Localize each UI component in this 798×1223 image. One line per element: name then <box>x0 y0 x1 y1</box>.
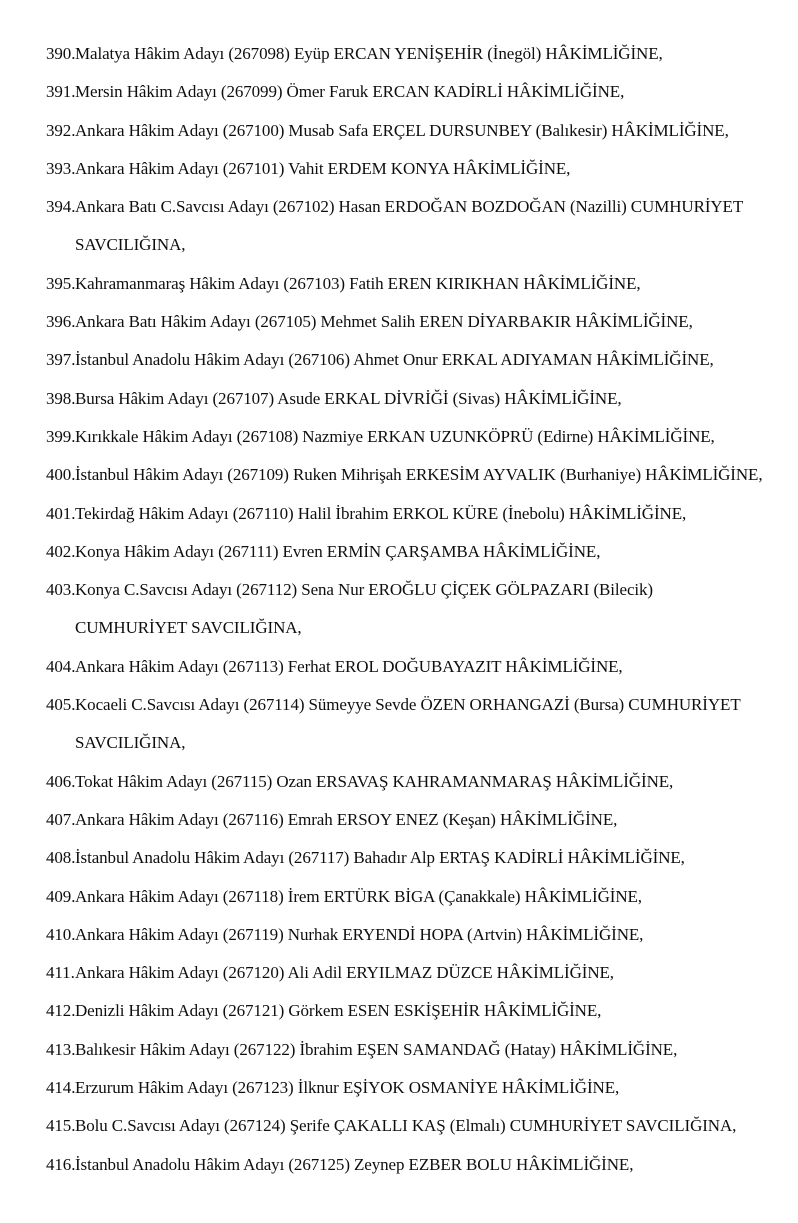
item-text: Ankara Batı Hâkim Adayı (267105) Mehmet Salih EREN DİYARBAKIR HÂKİMLİĞİNE, <box>75 312 693 332</box>
item-text: Erzurum Hâkim Adayı (267123) İlknur EŞİYOK OSMANİYE HÂKİMLİĞİNE, <box>75 1078 620 1098</box>
list-item <box>46 916 792 954</box>
item-number: 392. <box>46 120 76 140</box>
item-number: 416. <box>46 1154 76 1174</box>
list-item <box>46 150 792 188</box>
item-text: Denizli Hâkim Adayı (267121) Görkem ESEN ESKİŞEHİR HÂKİMLİĞİNE, <box>75 1001 602 1021</box>
item-text: Tokat Hâkim Adayı (267115) Ozan ERSAVAŞ KAHRAMANMARAŞ HÂKİMLİĞİNE, <box>75 771 674 791</box>
item-number: 414. <box>46 1078 76 1098</box>
item-number: 407. <box>46 809 76 829</box>
item-text: Kırıkkale Hâkim Adayı (267108) Nazmiye ERKAN UZUNKÖPRÜ (Edirne) HÂKİMLİĞİNE, <box>75 426 715 446</box>
appointment-list <box>46 35 792 1184</box>
item-text: Konya C.Savcısı Adayı (267112) Sena Nur EROĞLU ÇİÇEK GÖLPAZARI (Bilecik) <box>75 580 653 600</box>
item-text: Ankara Hâkim Adayı (267120) Ali Adil ERYILMAZ DÜZCE HÂKİMLİĞİNE, <box>75 963 614 983</box>
item-number: 396. <box>46 312 76 332</box>
list-item <box>46 992 792 1030</box>
item-text: Balıkesir Hâkim Adayı (267122) İbrahim EŞEN SAMANDAĞ (Hatay) HÂKİMLİĞİNE, <box>75 1039 678 1059</box>
item-text: Kahramanmaraş Hâkim Adayı (267103) Fatih EREN KIRIKHAN HÂKİMLİĞİNE, <box>75 273 641 293</box>
item-text: Ankara Hâkim Adayı (267113) Ferhat EROL DOĞUBAYAZIT HÂKİMLİĞİNE, <box>75 656 623 676</box>
item-number: 408. <box>46 848 76 868</box>
item-number: 393. <box>46 158 76 178</box>
item-number: 403. <box>46 580 76 600</box>
list-item <box>46 878 792 916</box>
list-item <box>46 533 792 571</box>
list-item <box>46 801 792 839</box>
item-number: 397. <box>46 350 76 370</box>
item-text: İstanbul Anadolu Hâkim Adayı (267125) Zeynep EZBER BOLU HÂKİMLİĞİNE, <box>75 1154 634 1174</box>
list-item <box>46 1107 792 1145</box>
item-text: Bursa Hâkim Adayı (267107) Asude ERKAL DİVRİĞİ (Sivas) HÂKİMLİĞİNE, <box>75 388 622 408</box>
item-text: Kocaeli C.Savcısı Adayı (267114) Sümeyye Sevde ÖZEN ORHANGAZİ (Bursa) CUMHURİYET <box>75 695 741 715</box>
list-item <box>46 188 792 265</box>
item-number: 404. <box>46 656 76 676</box>
item-number: 415. <box>46 1116 76 1136</box>
item-text: Ankara Batı C.Savcısı Adayı (267102) Hasan ERDOĞAN BOZDOĞAN (Nazilli) CUMHURİYET <box>75 197 744 217</box>
item-text: İstanbul Anadolu Hâkim Adayı (267117) Bahadır Alp ERTAŞ KADİRLİ HÂKİMLİĞİNE, <box>75 848 685 868</box>
list-item <box>46 648 792 686</box>
item-number: 391. <box>46 82 76 102</box>
item-text: Tekirdağ Hâkim Adayı (267110) Halil İbrahim ERKOL KÜRE (İnebolu) HÂKİMLİĞİNE, <box>75 503 687 523</box>
item-text: Ankara Hâkim Adayı (267119) Nurhak ERYENDİ HOPA (Artvin) HÂKİMLİĞİNE, <box>75 924 644 944</box>
item-text: Konya Hâkim Adayı (267111) Evren ERMİN ÇARŞAMBA HÂKİMLİĞİNE, <box>75 541 601 561</box>
item-number: 406. <box>46 771 76 791</box>
list-item <box>46 35 792 73</box>
item-text: İstanbul Hâkim Adayı (267109) Ruken Mihrişah ERKESİM AYVALIK (Burhaniye) HÂKİMLİĞİNE, <box>75 465 763 485</box>
item-number: 402. <box>46 541 76 561</box>
item-text-continuation: SAVCILIĞINA, <box>75 235 186 255</box>
item-text: Malatya Hâkim Adayı (267098) Eyüp ERCAN YENİŞEHİR (İnegöl) HÂKİMLİĞİNE, <box>75 44 663 63</box>
item-number: 411. <box>46 963 75 983</box>
list-item <box>46 73 792 111</box>
item-text: İstanbul Anadolu Hâkim Adayı (267106) Ahmet Onur ERKAL ADIYAMAN HÂKİMLİĞİNE, <box>75 350 714 370</box>
item-number: 405. <box>46 695 76 715</box>
item-number: 395. <box>46 273 76 293</box>
list-item <box>46 303 792 341</box>
list-item <box>46 763 792 801</box>
item-number: 398. <box>46 388 76 408</box>
item-text: Ankara Hâkim Adayı (267100) Musab Safa ERÇEL DURSUNBEY (Balıkesir) HÂKİMLİĞİNE, <box>75 120 729 140</box>
item-text-continuation: CUMHURİYET SAVCILIĞINA, <box>75 618 302 638</box>
item-number: 394. <box>46 197 76 217</box>
item-text: Ankara Hâkim Adayı (267118) İrem ERTÜRK BİGA (Çanakkale) HÂKİMLİĞİNE, <box>75 886 642 906</box>
item-number: 400. <box>46 465 76 485</box>
item-number: 390. <box>46 44 76 63</box>
item-text: Bolu C.Savcısı Adayı (267124) Şerife ÇAKALLI KAŞ (Elmalı) CUMHURİYET SAVCILIĞINA, <box>75 1116 737 1136</box>
list-item <box>46 456 792 494</box>
list-item <box>46 495 792 533</box>
list-item <box>46 571 792 648</box>
item-text: Mersin Hâkim Adayı (267099) Ömer Faruk ERCAN KADİRLİ HÂKİMLİĞİNE, <box>75 82 625 102</box>
list-item <box>46 686 792 763</box>
item-number: 409. <box>46 886 76 906</box>
item-number: 410. <box>46 924 76 944</box>
list-item <box>46 1031 792 1069</box>
list-item <box>46 418 792 456</box>
list-item <box>46 265 792 303</box>
item-number: 413. <box>46 1039 76 1059</box>
list-item <box>46 1069 792 1107</box>
list-item <box>46 380 792 418</box>
item-number: 401. <box>46 503 76 523</box>
list-item <box>46 1146 792 1184</box>
list-item <box>46 112 792 150</box>
item-number: 399. <box>46 426 76 446</box>
item-text: Ankara Hâkim Adayı (267116) Emrah ERSOY ENEZ (Keşan) HÂKİMLİĞİNE, <box>75 809 618 829</box>
item-text-continuation: SAVCILIĞINA, <box>75 733 186 753</box>
item-text: Ankara Hâkim Adayı (267101) Vahit ERDEM KONYA HÂKİMLİĞİNE, <box>75 158 571 178</box>
item-number: 412. <box>46 1001 76 1021</box>
list-item <box>46 839 792 877</box>
list-item <box>46 341 792 379</box>
list-item <box>46 954 792 992</box>
